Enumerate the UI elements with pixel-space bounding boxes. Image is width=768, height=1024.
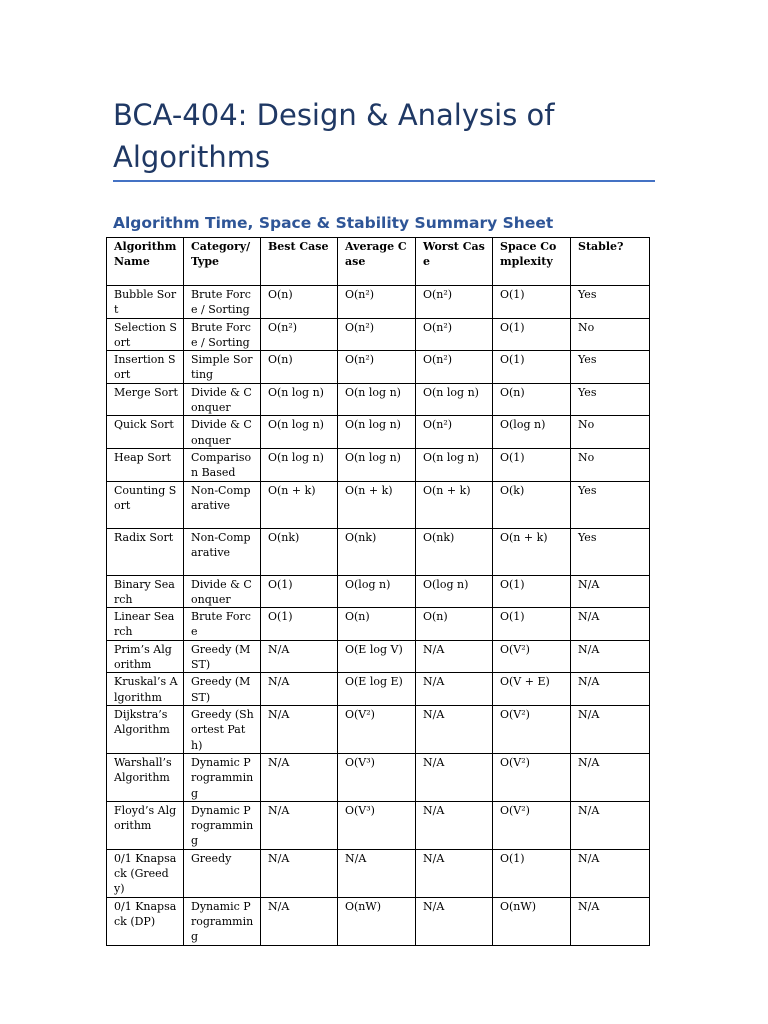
cell-space-complexity: O(k) xyxy=(493,481,571,528)
cell-average-case: N/A xyxy=(338,849,416,897)
title-divider xyxy=(113,180,655,182)
table-row xyxy=(107,897,650,945)
cell-average-case: O(n + k) xyxy=(338,481,416,528)
cell-category: Simple Sorting xyxy=(184,351,261,384)
cell-best-case: N/A xyxy=(261,673,338,706)
cell-best-case: N/A xyxy=(261,753,338,801)
cell-algorithm-name: Bubble Sort xyxy=(107,286,184,319)
cell-stable: Yes xyxy=(571,286,650,319)
cell-best-case: N/A xyxy=(261,640,338,673)
cell-stable: N/A xyxy=(571,673,650,706)
cell-algorithm-name: 0/1 Knapsack (Greedy) xyxy=(107,849,184,897)
cell-space-complexity: O(1) xyxy=(493,608,571,641)
cell-worst-case: N/A xyxy=(416,849,493,897)
cell-stable: N/A xyxy=(571,640,650,673)
cell-stable: N/A xyxy=(571,608,650,641)
table-body xyxy=(107,286,650,946)
cell-stable: No xyxy=(571,448,650,481)
cell-space-complexity: O(n) xyxy=(493,383,571,416)
table-row xyxy=(107,705,650,753)
table-row xyxy=(107,575,650,608)
cell-best-case: N/A xyxy=(261,705,338,753)
table-row xyxy=(107,673,650,706)
cell-worst-case: N/A xyxy=(416,640,493,673)
cell-stable: No xyxy=(571,318,650,351)
cell-worst-case: O(nk) xyxy=(416,528,493,575)
cell-worst-case: O(n) xyxy=(416,608,493,641)
cell-category: Divide & Conquer xyxy=(184,575,261,608)
header-algorithm-name: Algorithm Name xyxy=(107,238,184,286)
cell-algorithm-name: Heap Sort xyxy=(107,448,184,481)
cell-category: Greedy (Shortest Path) xyxy=(184,705,261,753)
cell-average-case: O(n log n) xyxy=(338,383,416,416)
header-category: Category/ Type xyxy=(184,238,261,286)
cell-best-case: O(nk) xyxy=(261,528,338,575)
cell-space-complexity: O(1) xyxy=(493,286,571,319)
cell-average-case: O(n log n) xyxy=(338,416,416,449)
cell-category: Non-Comparative xyxy=(184,481,261,528)
cell-stable: N/A xyxy=(571,753,650,801)
table-row xyxy=(107,801,650,849)
cell-stable: Yes xyxy=(571,351,650,384)
cell-stable: N/A xyxy=(571,705,650,753)
cell-space-complexity: O(1) xyxy=(493,351,571,384)
cell-average-case: O(V³) xyxy=(338,801,416,849)
table-row xyxy=(107,416,650,449)
document-title: BCA-404: Design & Analysis of Algorithms xyxy=(113,98,555,174)
cell-algorithm-name: Radix Sort xyxy=(107,528,184,575)
cell-best-case: O(n) xyxy=(261,286,338,319)
cell-average-case: O(n²) xyxy=(338,318,416,351)
cell-algorithm-name: Insertion Sort xyxy=(107,351,184,384)
cell-best-case: O(n log n) xyxy=(261,416,338,449)
cell-worst-case: N/A xyxy=(416,753,493,801)
cell-stable: N/A xyxy=(571,801,650,849)
document-subtitle: Algorithm Time, Space & Stability Summary Sheet xyxy=(113,214,554,232)
table-row xyxy=(107,640,650,673)
cell-worst-case: N/A xyxy=(416,705,493,753)
cell-stable: Yes xyxy=(571,481,650,528)
cell-worst-case: O(n²) xyxy=(416,416,493,449)
cell-stable: No xyxy=(571,416,650,449)
cell-average-case: O(n²) xyxy=(338,286,416,319)
table-row xyxy=(107,753,650,801)
header-stable: Stable? xyxy=(571,238,650,286)
table-row xyxy=(107,608,650,641)
cell-algorithm-name: Linear Search xyxy=(107,608,184,641)
cell-best-case: O(1) xyxy=(261,575,338,608)
cell-algorithm-name: Dijkstra’s Algorithm xyxy=(107,705,184,753)
cell-best-case: O(n log n) xyxy=(261,383,338,416)
cell-average-case: O(nW) xyxy=(338,897,416,945)
header-best-case: Best Case xyxy=(261,238,338,286)
cell-best-case: O(1) xyxy=(261,608,338,641)
table-row xyxy=(107,383,650,416)
table-row xyxy=(107,351,650,384)
cell-average-case: O(n) xyxy=(338,608,416,641)
cell-average-case: O(E log V) xyxy=(338,640,416,673)
cell-best-case: N/A xyxy=(261,801,338,849)
cell-algorithm-name: Quick Sort xyxy=(107,416,184,449)
cell-algorithm-name: Binary Search xyxy=(107,575,184,608)
cell-average-case: O(V²) xyxy=(338,705,416,753)
cell-worst-case: O(n + k) xyxy=(416,481,493,528)
cell-algorithm-name: Kruskal’s Algorithm xyxy=(107,673,184,706)
cell-average-case: O(nk) xyxy=(338,528,416,575)
cell-algorithm-name: Floyd’s Algorithm xyxy=(107,801,184,849)
cell-best-case: O(n²) xyxy=(261,318,338,351)
cell-category: Dynamic Programming xyxy=(184,897,261,945)
cell-worst-case: N/A xyxy=(416,673,493,706)
cell-worst-case: N/A xyxy=(416,801,493,849)
cell-best-case: O(n) xyxy=(261,351,338,384)
cell-algorithm-name: 0/1 Knapsack (DP) xyxy=(107,897,184,945)
cell-stable: N/A xyxy=(571,897,650,945)
header-space-complexity: Space Complexity xyxy=(493,238,571,286)
cell-space-complexity: O(1) xyxy=(493,318,571,351)
cell-category: Greedy (MST) xyxy=(184,673,261,706)
cell-category: Non-Comparative xyxy=(184,528,261,575)
cell-category: Brute Force / Sorting xyxy=(184,318,261,351)
table-header-row xyxy=(107,238,650,286)
cell-category: Brute Force xyxy=(184,608,261,641)
cell-algorithm-name: Merge Sort xyxy=(107,383,184,416)
cell-average-case: O(n²) xyxy=(338,351,416,384)
cell-worst-case: O(log n) xyxy=(416,575,493,608)
header-worst-case: Worst Case xyxy=(416,238,493,286)
cell-space-complexity: O(n + k) xyxy=(493,528,571,575)
cell-best-case: O(n + k) xyxy=(261,481,338,528)
cell-space-complexity: O(V + E) xyxy=(493,673,571,706)
cell-space-complexity: O(nW) xyxy=(493,897,571,945)
cell-space-complexity: O(V²) xyxy=(493,640,571,673)
cell-worst-case: N/A xyxy=(416,897,493,945)
cell-worst-case: O(n log n) xyxy=(416,448,493,481)
cell-best-case: O(n log n) xyxy=(261,448,338,481)
cell-stable: Yes xyxy=(571,383,650,416)
cell-space-complexity: O(1) xyxy=(493,849,571,897)
summary-table xyxy=(106,237,650,946)
cell-stable: N/A xyxy=(571,849,650,897)
cell-stable: N/A xyxy=(571,575,650,608)
table-row xyxy=(107,849,650,897)
table-row xyxy=(107,528,650,575)
table-row xyxy=(107,318,650,351)
cell-category: Comparison Based xyxy=(184,448,261,481)
cell-space-complexity: O(V²) xyxy=(493,801,571,849)
cell-worst-case: O(n log n) xyxy=(416,383,493,416)
cell-stable: Yes xyxy=(571,528,650,575)
cell-algorithm-name: Prim’s Algorithm xyxy=(107,640,184,673)
cell-worst-case: O(n²) xyxy=(416,318,493,351)
cell-category: Greedy xyxy=(184,849,261,897)
header-average-case: Average Case xyxy=(338,238,416,286)
cell-algorithm-name: Warshall’s Algorithm xyxy=(107,753,184,801)
cell-space-complexity: O(V²) xyxy=(493,705,571,753)
cell-best-case: N/A xyxy=(261,897,338,945)
cell-category: Divide & Conquer xyxy=(184,383,261,416)
table-row xyxy=(107,286,650,319)
cell-worst-case: O(n²) xyxy=(416,286,493,319)
cell-algorithm-name: Selection Sort xyxy=(107,318,184,351)
cell-category: Brute Force / Sorting xyxy=(184,286,261,319)
cell-space-complexity: O(1) xyxy=(493,575,571,608)
cell-category: Greedy (MST) xyxy=(184,640,261,673)
table-row xyxy=(107,481,650,528)
cell-best-case: N/A xyxy=(261,849,338,897)
cell-space-complexity: O(V²) xyxy=(493,753,571,801)
cell-algorithm-name: Counting Sort xyxy=(107,481,184,528)
cell-category: Divide & Conquer xyxy=(184,416,261,449)
table-row xyxy=(107,448,650,481)
cell-space-complexity: O(log n) xyxy=(493,416,571,449)
cell-average-case: O(log n) xyxy=(338,575,416,608)
cell-space-complexity: O(1) xyxy=(493,448,571,481)
cell-average-case: O(E log E) xyxy=(338,673,416,706)
cell-average-case: O(n log n) xyxy=(338,448,416,481)
cell-category: Dynamic Programming xyxy=(184,753,261,801)
cell-worst-case: O(n²) xyxy=(416,351,493,384)
cell-category: Dynamic Programming xyxy=(184,801,261,849)
cell-average-case: O(V³) xyxy=(338,753,416,801)
